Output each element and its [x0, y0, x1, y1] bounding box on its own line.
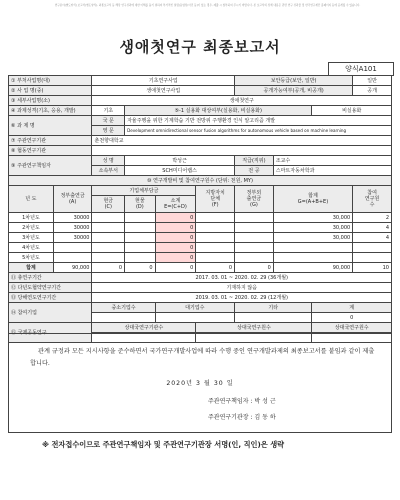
title-ko-value: 자율주행을 위한 기계학습 기반 전방위 주행환경 인식 알고리즘 개발 — [125, 116, 392, 126]
cell-total: 30,000 — [273, 233, 352, 243]
cell-sub: 0 — [155, 253, 196, 263]
cell-gov — [53, 243, 92, 253]
partner-label: ⑭ 참여기업 — [9, 303, 92, 323]
cell-sub: 0 — [155, 233, 196, 243]
cell-total — [273, 243, 352, 253]
row-label: ⑧ 협동연구기관 — [9, 146, 92, 156]
cell-people: 4 — [353, 223, 392, 233]
cell-other — [235, 223, 274, 233]
security-label: 보안등급(보안, 일반) — [235, 76, 353, 86]
submission-date: 2020년 3 월 30 일 — [166, 380, 234, 387]
table-row — [9, 233, 392, 243]
position-value: 조교수 — [273, 156, 391, 166]
cell-year: 5차년도 — [9, 253, 54, 263]
row-label: ⑨ 주관연구책임자 — [9, 156, 92, 176]
cell-inkind — [125, 253, 156, 263]
col-gov: 정부출연금 (A) — [53, 186, 92, 213]
dept-label: 소속부서 — [92, 166, 125, 176]
col-corp: 기업체부담금 — [92, 186, 196, 196]
row-label: ① 부처사업명(대) — [9, 76, 92, 86]
cell-people: 4 — [353, 233, 392, 243]
cell-total — [273, 253, 352, 263]
col-local: 지방자치 단체 (F) — [196, 186, 235, 213]
partner-other-value — [235, 313, 312, 323]
partner-sme-value — [92, 313, 155, 323]
cell-other — [235, 213, 274, 223]
period-multi-label: ⑫ 다년도협약연구기간 — [9, 283, 92, 293]
table-row — [9, 213, 392, 223]
cell-inkind — [125, 233, 156, 243]
cell-local — [196, 213, 235, 223]
public-value: 공개 — [353, 86, 392, 96]
cell-inkind — [125, 223, 156, 233]
intl-coop-head-1: 상대국연구기관수 — [92, 323, 196, 333]
intl-coop-label: ⑮ 국제공동연구 — [9, 323, 92, 343]
cell-year: 1차년도 — [9, 213, 54, 223]
row-value — [92, 146, 392, 156]
cell-other — [235, 243, 274, 253]
intl-coop-head-2: 상대국연구원수 — [196, 323, 312, 333]
sum-year: 합계 — [9, 263, 54, 273]
table-row — [9, 253, 392, 263]
col-total: 합계 G=(A+B+E) — [273, 186, 352, 213]
row-value: 생애첫연구사업 — [92, 86, 235, 96]
dept-value: SCH미디어랩스 — [125, 166, 235, 176]
cell-local — [196, 243, 235, 253]
cell-other — [235, 253, 274, 263]
page-title: 생애첫연구 최종보고서 — [119, 38, 281, 56]
budget-section-title: ⑩ 연구개발비 및 참여연구원수 (단위: 천원, MY) — [9, 176, 392, 186]
title-en-label: 영 문 — [92, 126, 125, 136]
cell-total: 30,000 — [273, 213, 352, 223]
row-label: ② 사 업 명(중) — [9, 86, 92, 96]
partner-large-head: 대기업수 — [155, 303, 234, 313]
cell-sub: 0 — [155, 243, 196, 253]
col-other: 정부외 출연금 (G) — [235, 186, 274, 213]
row-value: 생애첫연구 — [92, 96, 392, 106]
sum-total: 90,000 — [273, 263, 352, 273]
cell-people — [353, 243, 392, 253]
col-people: 참여 연구원 수 — [353, 186, 392, 213]
cell-sub: 0 — [155, 223, 196, 233]
period-total-value: 2017. 03. 01 ~ 2020. 02. 29 (36개월) — [92, 273, 392, 283]
security-value: 일반 — [353, 76, 392, 86]
table-row — [9, 223, 392, 233]
row-label: ④ 과제성격(기초, 응용, 개발) — [9, 106, 92, 116]
row-value: 기초연구사업 — [92, 76, 235, 86]
name-value: 박성근 — [125, 156, 235, 166]
cell-people: 2 — [353, 213, 392, 223]
name-label: 성 명 — [92, 156, 125, 166]
cell-gov: 30000 — [53, 233, 92, 243]
notice-text: ※ 전자접수이므로 주관연구책임자 및 주관연구기관장 서명(인, 직인)은 생략 — [42, 440, 285, 449]
period-this-label: ⑬ 당해연도연구기간 — [9, 293, 92, 303]
intl-coop-head-3: 상대국연구원수 — [312, 323, 392, 333]
public-label: 공개가능여부(공개, 비공개) — [235, 86, 353, 96]
period-multi-value: 기재하지 않음 — [92, 283, 392, 293]
signature-head: 주관연구기관장 : 김 동 하 — [208, 414, 276, 421]
col-inkind: 현물 (D) — [125, 196, 156, 213]
sum-sub: 0 — [155, 263, 196, 273]
cell-local — [196, 233, 235, 243]
partner-sum-value: 0 — [312, 313, 392, 323]
cell-local — [196, 253, 235, 263]
col-cash: 현금 (C) — [92, 196, 125, 213]
title-ko-label: 국 문 — [92, 116, 125, 126]
major-value: 스마트자동차학과 — [273, 166, 391, 176]
partner-large-value — [155, 313, 234, 323]
row-label: ⑥ 과 제 명 — [9, 116, 92, 136]
row-value: 기초 — [92, 106, 125, 116]
cell-gov — [53, 253, 92, 263]
major-label: 전 공 — [235, 166, 274, 176]
sum-other: 0 — [235, 263, 274, 273]
col-sub: 소계 E=(C+D) — [155, 196, 196, 213]
cell-people — [353, 253, 392, 263]
cell-cash — [92, 243, 125, 253]
header-note: 연구분야(별도양식) 보고서(별도양식), 최종보고서 등 해당 연구성과에 대한 이해를 돕기 위하여 부가적인 설명(동영상/사진 등)이 있는 경우, 제출 시 첨부하여 주시기 바랍니다. 본 보고서의 상세 내용은 관련 연구 성과물 및 한국연구재단 홈페이지 등에 공개될 수 있습니다. — [54, 4, 361, 7]
sum-local: 0 — [196, 263, 235, 273]
table-row — [9, 243, 392, 253]
partner-other-head: 기타 — [235, 303, 312, 313]
col-year: 년 도 — [9, 186, 54, 213]
title-en-value: Development omnidirectional sensor fusion algorithms for autonomous vehicle based on machine learning — [125, 126, 392, 136]
cell-gov: 30000 — [53, 213, 92, 223]
cell-inkind — [125, 213, 156, 223]
period-this-value: 2019. 03. 01 ~ 2020. 02. 29 (12개월) — [92, 293, 392, 303]
cell-total: 30,000 — [273, 223, 352, 233]
sum-cash: 0 — [92, 263, 125, 273]
position-label: 직급(직위) — [235, 156, 274, 166]
sum-inkind: 0 — [125, 263, 156, 273]
sum-people: 10 — [353, 263, 392, 273]
row-value: 춘천향대학교 — [92, 136, 392, 146]
cell-year: 2차년도 — [9, 223, 54, 233]
table-row-total — [9, 263, 392, 273]
sum-gov: 90,000 — [53, 263, 92, 273]
cell-cash — [92, 233, 125, 243]
partner-sme-head: 중소기업수 — [92, 303, 155, 313]
row-label: ⑦ 주관연구기관 — [9, 136, 92, 146]
cell-cash — [92, 213, 125, 223]
cell-other — [235, 233, 274, 243]
cell-cash — [92, 253, 125, 263]
cell-cash — [92, 223, 125, 233]
cell-year: 3차년도 — [9, 233, 54, 243]
practical-label: ⑤-1 실용화 대상여부(실용화, 비실용화) — [125, 106, 312, 116]
cell-gov: 30000 — [53, 223, 92, 233]
declaration-text: 관계 규정과 모든 지시사항을 준수하면서 국가연구개발사업에 따라 수행 중인 연구개발과제의 최종보고서를 붙임과 같이 제출 합니다. — [30, 348, 375, 367]
practical-value: 비실용화 — [312, 106, 392, 116]
form-number: 양식A101 — [328, 62, 394, 76]
signature-pi: 주관연구책임자 : 박 성 근 — [208, 398, 276, 405]
cell-local — [196, 223, 235, 233]
cell-year: 4차년도 — [9, 243, 54, 253]
period-total-label: ⑪ 총연구기간 — [9, 273, 92, 283]
report-table — [8, 75, 392, 343]
cell-inkind — [125, 243, 156, 253]
cell-sub: 0 — [155, 213, 196, 223]
partner-sum-head: 계 — [312, 303, 392, 313]
row-label: ③ 세부사업명(소) — [9, 96, 92, 106]
